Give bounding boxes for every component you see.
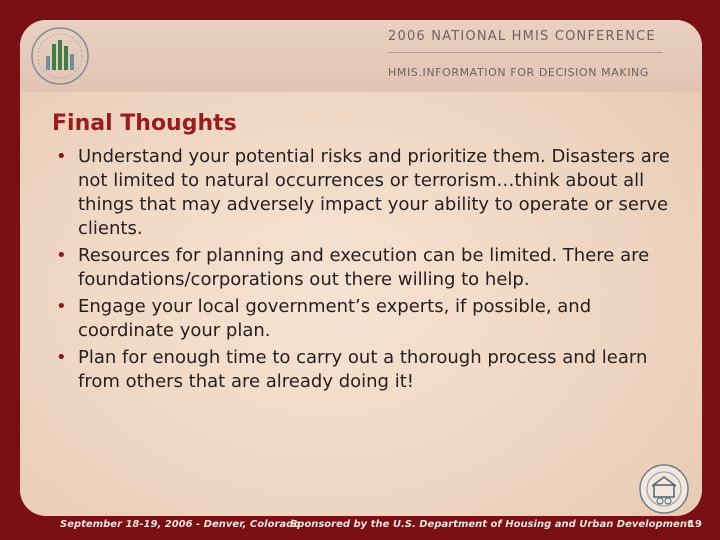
bullet-list bbox=[52, 145, 672, 397]
slide-title: Final Thoughts bbox=[52, 111, 237, 136]
bullet-text: Understand your potential risks and prioritize them. Disasters are not limited to natural occurrences or terrorism…think about all things that may adversely impact your ability to operate or serve clients. bbox=[78, 146, 670, 239]
bullet-item bbox=[52, 244, 672, 292]
header-divider bbox=[388, 52, 663, 53]
bullet-text: Resources for planning and execution can be limited. There are foundations/corporations out there willing to help. bbox=[78, 245, 650, 290]
bullet-item bbox=[52, 346, 672, 394]
bullet-icon: • bbox=[56, 347, 67, 368]
bullet-icon: • bbox=[56, 296, 67, 317]
bullet-text: Engage your local government’s experts, if possible, and coordinate your plan. bbox=[78, 296, 592, 341]
bullet-icon: • bbox=[56, 245, 67, 266]
bullet-item bbox=[52, 295, 672, 343]
bullet-icon: • bbox=[56, 146, 67, 167]
bullet-text: Plan for enough time to carry out a thorough process and learn from others that are already doing it! bbox=[78, 347, 648, 392]
footer-sponsor: Sponsored by the U.S. Department of Housing and Urban Development bbox=[290, 519, 692, 530]
hud-logo-icon bbox=[30, 26, 90, 86]
hud-seal-icon bbox=[638, 463, 690, 515]
bullet-item bbox=[52, 145, 672, 241]
footer-date-location: September 18-19, 2006 - Denver, Colorado bbox=[60, 519, 301, 530]
conference-tagline: HMIS.INFORMATION FOR DECISION MAKING bbox=[388, 66, 650, 79]
page-number: 19 bbox=[688, 519, 702, 530]
conference-name: 2006 NATIONAL HMIS CONFERENCE bbox=[388, 29, 656, 44]
